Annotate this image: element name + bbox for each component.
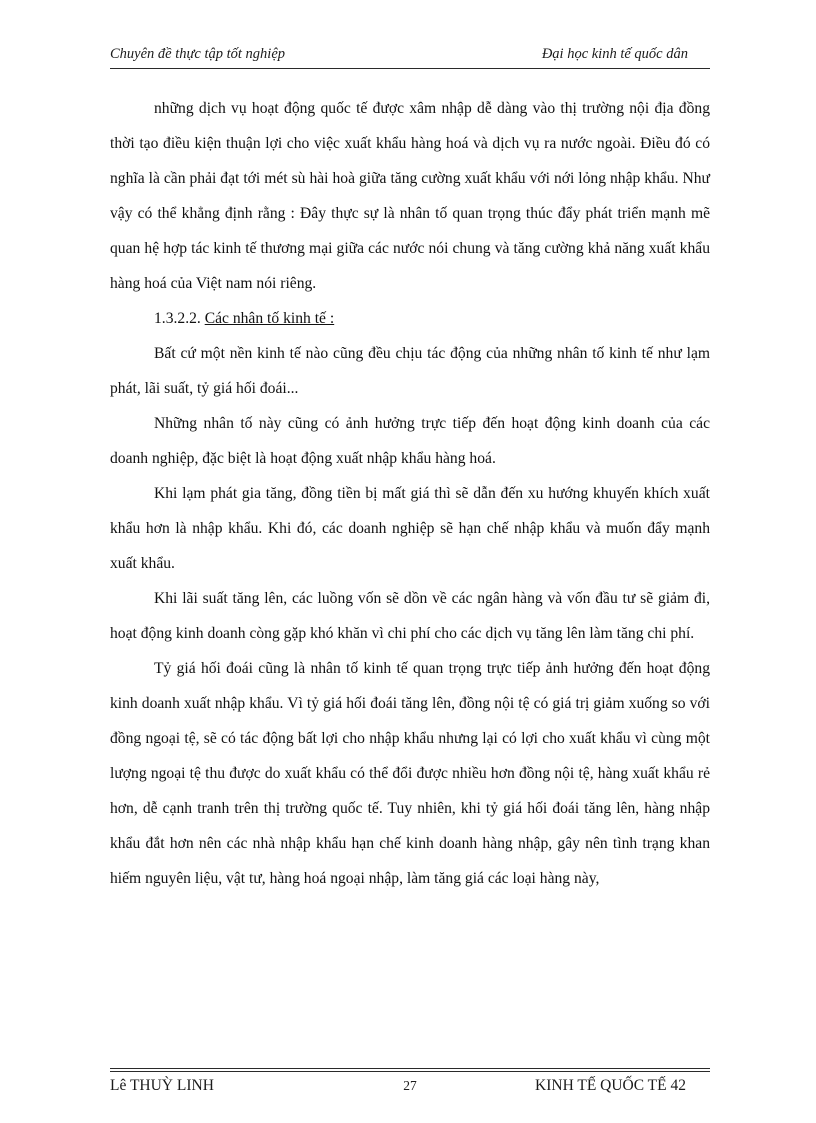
section-heading: [110, 301, 710, 336]
page-content: [110, 46, 710, 1076]
footer-department: KINH TẾ QUỐC TẾ 42: [535, 1077, 686, 1094]
header-divider: [110, 68, 710, 69]
footer-divider-outer: [110, 1068, 710, 1069]
paragraph-4: Khi lạm phát gia tăng, đồng tiền bị mất giá thì sẽ dẫn đến xu hướng khuyến khích xuất khẩu hơn là nhập khẩu. Khi đó, các doanh nghiệp sẽ hạn chế nhập khẩu và muốn đẩy mạnh xuất khẩu.: [110, 485, 710, 572]
body-text: [110, 91, 710, 896]
footer-divider-inner: [110, 1071, 710, 1072]
page-number: 27: [403, 1078, 417, 1093]
page-header: [110, 46, 710, 67]
page-footer: [110, 1068, 710, 1102]
header-left-text: Chuyên đề thực tập tốt nghiệp: [110, 46, 286, 62]
paragraph-5: Khi lãi suất tăng lên, các luồng vốn sẽ dồn về các ngân hàng và vốn đầu tư sẽ giảm đi, hoạt động kinh doanh còng gặp khó khăn vì chi phí cho các dịch vụ tăng lên làm tăng chi phí.: [110, 590, 710, 642]
paragraph-6: Tỷ giá hối đoái cũng là nhân tố kinh tế quan trọng trực tiếp ảnh hưởng đến hoạt động kinh doanh xuất nhập khẩu. Vì tỷ giá hối đoái tăng lên, đồng nội tệ có giá trị giảm xuống so với đồng ngoại tệ, sẽ có tác động bất lợi cho nhập khẩu nhưng lại có lợi cho xuất khẩu vì cùng một lượng ngoại tệ thu được do xuất khẩu có thể đổi được nhiều hơn đồng nội tệ, hàng xuất khẩu rẻ hơn, dễ cạnh tranh trên thị trường quốc tế. Tuy nhiên, khi tỷ giá hối đoái tăng lên, hàng nhập khẩu đắt hơn nên các nhà nhập khẩu hạn chế kinh doanh hàng nhập, gây nên tình trạng khan hiếm nguyên liệu, vật tư, hàng hoá ngoại nhập, làm tăng giá các loại hàng này,: [110, 660, 710, 887]
paragraph-2: Bất cứ một nền kinh tế nào cũng đều chịu tác động của những nhân tố kinh tế như lạm phát, lãi suất, tỷ giá hối đoái...: [110, 345, 710, 397]
section-heading-number: 1.3.2.2.: [154, 310, 201, 327]
section-heading-title: Các nhân tố kinh tế :: [204, 310, 335, 327]
footer-row: [110, 1077, 710, 1101]
header-right-text: Đại học kinh tế quốc dân: [541, 46, 688, 62]
paragraph-1: những dịch vụ hoạt động quốc tế được xâm nhập dễ dàng vào thị trường nội địa đồng thời tạo điều kiện thuận lợi cho việc xuất khẩu hàng hoá và dịch vụ ra nước ngoài. Điều đó có nghĩa là cần phải đạt tới mét sù hài hoà giữa tăng cường xuất khẩu với nới lỏng nhập khẩu. Như vậy có thể khẳng định rằng : Đây thực sự là nhân tố quan trọng thúc đẩy phát triển mạnh mẽ quan hệ hợp tác kinh tế thương mại giữa các nước nói chung và tăng cường khả năng xuất khẩu hàng hoá của Việt nam nói riêng.: [110, 100, 710, 292]
paragraph-3: Những nhân tố này cũng có ảnh hưởng trực tiếp đến hoạt động kinh doanh của các doanh nghiệp, đặc biệt là hoạt động xuất nhập khẩu hàng hoá.: [110, 415, 710, 467]
footer-author: Lê THUỲ LINH: [110, 1077, 214, 1094]
